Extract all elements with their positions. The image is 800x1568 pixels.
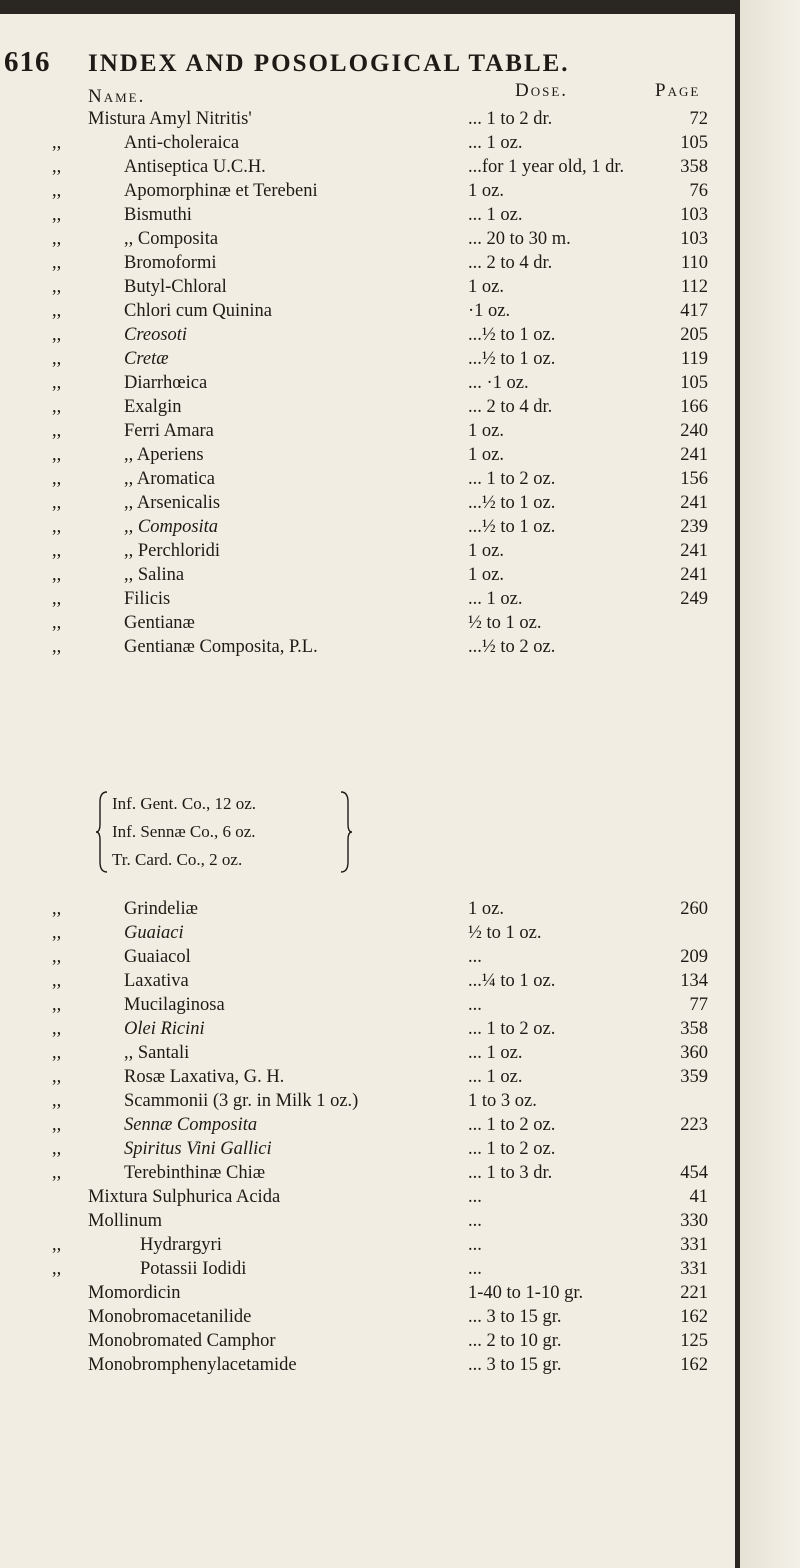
entry-name: ,, Arsenicalis — [124, 493, 221, 513]
entry-page: 360 — [680, 1043, 708, 1063]
column-header-page: Page — [655, 80, 701, 101]
ditto-mark: ,, — [52, 373, 62, 393]
table-row — [0, 154, 740, 180]
ditto-mark: ,, — [52, 947, 62, 967]
table-row — [0, 968, 740, 994]
entry-name: ,, Perchloridi — [124, 541, 221, 561]
entry-page: 76 — [689, 181, 708, 201]
table-row — [0, 1280, 740, 1306]
ditto-mark: ,, — [52, 157, 62, 177]
table-row — [0, 370, 740, 396]
table-row — [0, 538, 740, 564]
entry-name: Monobromated Camphor — [88, 1331, 276, 1351]
entry-dose: ... — [468, 995, 482, 1015]
entry-dose: ... — [468, 1211, 482, 1231]
table-row — [0, 466, 740, 492]
ditto-mark: ,, — [52, 613, 62, 633]
entry-page: 330 — [680, 1211, 708, 1231]
entry-dose: ½ to 1 oz. — [468, 613, 542, 633]
entry-dose: ... 1 oz. — [468, 133, 523, 153]
entry-dose: 1 oz. — [468, 899, 504, 919]
table-row — [0, 1184, 740, 1210]
entry-dose: ... 1 oz. — [468, 1043, 523, 1063]
entry-dose: ... 3 to 15 gr. — [468, 1307, 562, 1327]
entry-dose: 1 to 3 oz. — [468, 1091, 537, 1111]
table-row — [0, 1352, 740, 1378]
ditto-mark: ,, — [52, 133, 62, 153]
ditto-mark: ,, — [52, 493, 62, 513]
entry-page: 454 — [680, 1163, 708, 1183]
entry-dose: ... 1 oz. — [468, 1067, 523, 1087]
entry-page: 134 — [680, 971, 708, 991]
entry-page: 72 — [689, 109, 708, 129]
ditto-mark: ,, — [52, 1067, 62, 1087]
table-row — [0, 1232, 740, 1258]
ditto-mark: ,, — [52, 565, 62, 585]
entry-dose: ...½ to 1 oz. — [468, 349, 556, 369]
entry-dose: 1 oz. — [468, 421, 504, 441]
entry-dose: ...½ to 1 oz. — [468, 517, 556, 537]
table-row — [0, 1328, 740, 1354]
entry-page: 209 — [680, 947, 708, 967]
entry-dose: ... 1 to 3 dr. — [468, 1163, 553, 1183]
table-row — [0, 274, 740, 300]
table-row — [0, 610, 740, 636]
ditto-mark: ,, — [52, 923, 62, 943]
entry-page: 162 — [680, 1307, 708, 1327]
entry-page: 41 — [689, 1187, 708, 1207]
entry-name: Scammonii (3 gr. in Milk 1 oz.) — [124, 1091, 359, 1111]
entry-page: 112 — [680, 277, 708, 297]
entry-dose: ... 2 to 10 gr. — [468, 1331, 562, 1351]
ditto-mark: ,, — [52, 205, 62, 225]
table-row — [0, 346, 740, 372]
entry-name: Mistura Amyl Nitritis' — [88, 109, 252, 129]
ditto-mark: ,, — [52, 1259, 62, 1279]
ditto-mark: ,, — [52, 517, 62, 537]
entry-page: 103 — [680, 205, 708, 225]
table-row — [0, 586, 740, 612]
entry-name: Ferri Amara — [124, 421, 214, 441]
entry-dose: ...½ to 1 oz. — [468, 493, 556, 513]
entry-page: 77 — [689, 995, 708, 1015]
entry-name: Potassii Iodidi — [140, 1259, 247, 1279]
ditto-mark: ,, — [52, 1115, 62, 1135]
ditto-mark: ,, — [52, 995, 62, 1015]
table-row — [0, 490, 740, 516]
entry-dose: 1 oz. — [468, 445, 504, 465]
table-row — [0, 1160, 740, 1186]
table-row — [0, 226, 740, 252]
entry-page: 125 — [680, 1331, 708, 1351]
table-row — [0, 514, 740, 540]
table-row — [0, 442, 740, 468]
entry-dose: ... 1 to 2 oz. — [468, 469, 556, 489]
table-row — [0, 106, 740, 132]
entry-name: Diarrhœica — [124, 373, 208, 393]
entry-page — [640, 1088, 708, 1114]
ditto-mark: ,, — [52, 277, 62, 297]
table-row — [0, 1136, 740, 1162]
entry-name: Apomorphinæ et Terebeni — [124, 181, 318, 201]
entry-name: Grindeliæ — [124, 899, 198, 919]
entry-dose: ...½ to 2 oz. — [468, 637, 556, 657]
entry-page: 103 — [680, 229, 708, 249]
entry-dose: ... — [468, 1187, 482, 1207]
ditto-mark: ,, — [52, 301, 62, 321]
formula-line: Inf. Gent. Co., 12 oz. — [112, 794, 257, 813]
entry-page: 105 — [680, 373, 708, 393]
entry-name: ,, Composita — [124, 517, 219, 537]
entry-dose: 1 oz. — [468, 541, 504, 561]
ditto-mark: ,, — [52, 1163, 62, 1183]
entry-dose: ... 1 oz. — [468, 589, 523, 609]
table-row — [0, 1256, 740, 1282]
ditto-mark: ,, — [52, 589, 62, 609]
entry-dose: 1 oz. — [468, 181, 504, 201]
ditto-mark: ,, — [52, 1235, 62, 1255]
formula-note — [96, 790, 396, 874]
ditto-mark: ,, — [52, 181, 62, 201]
formula-line: Tr. Card. Co., 2 oz. — [112, 850, 243, 869]
entry-dose: ... — [468, 1235, 482, 1255]
ditto-mark: ,, — [52, 397, 62, 417]
entry-name: Gentianæ Composita, P.L. — [124, 637, 318, 657]
ditto-mark: ,, — [52, 1139, 62, 1159]
entry-page: 221 — [680, 1283, 708, 1303]
table-row — [0, 394, 740, 420]
entry-dose: 1 oz. — [468, 277, 504, 297]
entry-name: ,, Aromatica — [124, 469, 215, 489]
table-row — [0, 130, 740, 156]
entry-page: 205 — [680, 325, 708, 345]
entry-name: Rosæ Laxativa, G. H. — [124, 1067, 285, 1087]
entry-page: 105 — [680, 133, 708, 153]
entry-name: Guaiacol — [124, 947, 191, 967]
table-row — [0, 1304, 740, 1330]
table-row — [0, 202, 740, 228]
top-rule — [0, 0, 740, 14]
entry-name: Mixtura Sulphurica Acida — [88, 1187, 281, 1207]
entry-page: 358 — [680, 157, 708, 177]
table-row — [0, 1040, 740, 1066]
table-row — [0, 1016, 740, 1042]
entry-page: 223 — [680, 1115, 708, 1135]
entry-dose: 1-40 to 1-10 gr. — [468, 1283, 584, 1303]
entry-dose: ... 1 to 2 dr. — [468, 109, 553, 129]
ditto-mark: ,, — [52, 899, 62, 919]
table-row — [0, 896, 740, 922]
ditto-mark: ,, — [52, 421, 62, 441]
table-row — [0, 178, 740, 204]
column-header-name: Name. — [88, 86, 146, 107]
table-row — [0, 298, 740, 324]
entry-name: ,, Santali — [124, 1043, 190, 1063]
left-brace-icon — [96, 790, 108, 874]
entry-page: 241 — [680, 565, 708, 585]
entry-dose: ... 1 oz. — [468, 205, 523, 225]
table-row — [0, 418, 740, 444]
entry-page: 240 — [680, 421, 708, 441]
entry-name: Mollinum — [88, 1211, 163, 1231]
entry-name: Creosoti — [124, 325, 188, 345]
entry-page — [640, 920, 708, 946]
table-row — [0, 992, 740, 1018]
entry-page — [640, 1136, 708, 1162]
ditto-mark: ,, — [52, 325, 62, 345]
entry-dose: ...½ to 1 oz. — [468, 325, 556, 345]
right-brace-icon — [340, 790, 352, 874]
entry-name: Monobromacetanilide — [88, 1307, 252, 1327]
table-row — [0, 322, 740, 348]
entry-name: Olei Ricini — [124, 1019, 205, 1039]
table-row — [0, 250, 740, 276]
entry-name: Anti-choleraica — [124, 133, 240, 153]
table-row — [0, 1112, 740, 1138]
entry-page: 239 — [680, 517, 708, 537]
entry-dose: ...for 1 year old, 1 dr. — [468, 157, 625, 177]
entry-page: 358 — [680, 1019, 708, 1039]
facing-page-bleed — [740, 0, 800, 1568]
table-row — [0, 920, 740, 946]
entry-dose: ½ to 1 oz. — [468, 923, 542, 943]
entry-dose: ... 1 to 2 oz. — [468, 1019, 556, 1039]
entry-page: 119 — [680, 349, 708, 369]
entry-dose: ... 1 to 2 oz. — [468, 1139, 556, 1159]
entry-name: Butyl-Chloral — [124, 277, 227, 297]
entry-dose: ... — [468, 947, 482, 967]
entry-dose: ... 20 to 30 m. — [468, 229, 571, 249]
entry-page: 156 — [680, 469, 708, 489]
ditto-mark: ,, — [52, 229, 62, 249]
ditto-mark: ,, — [52, 1091, 62, 1111]
entry-dose: ... ·1 oz. — [468, 373, 529, 393]
entry-name: Filicis — [124, 589, 171, 609]
entry-page: 162 — [680, 1355, 708, 1375]
entry-name: Hydrargyri — [140, 1235, 222, 1255]
entry-name: Bismuthi — [124, 205, 192, 225]
running-head: INDEX AND POSOLOGICAL TABLE. — [88, 50, 570, 77]
entry-dose: ... 1 to 2 oz. — [468, 1115, 556, 1135]
entry-page — [640, 610, 708, 636]
entry-page: 166 — [680, 397, 708, 417]
table-row — [0, 1088, 740, 1114]
page-number: 616 — [4, 46, 51, 78]
ditto-mark: ,, — [52, 637, 62, 657]
table-row — [0, 1208, 740, 1234]
entry-name: Antiseptica U.C.H. — [124, 157, 266, 177]
entry-name: Chlori cum Quinina — [124, 301, 272, 321]
entry-dose: ...¼ to 1 oz. — [468, 971, 556, 991]
entry-page: 241 — [680, 493, 708, 513]
entry-dose: ... 2 to 4 dr. — [468, 253, 553, 273]
entry-name: Laxativa — [124, 971, 189, 991]
entry-name: Monobromphenylacetamide — [88, 1355, 297, 1375]
entry-page: 359 — [680, 1067, 708, 1087]
entry-page: 417 — [680, 301, 708, 321]
entry-name: ,, Aperiens — [124, 445, 204, 465]
entry-name: Terebinthinæ Chiæ — [124, 1163, 266, 1183]
entry-page: 241 — [680, 445, 708, 465]
entry-dose: ·1 oz. — [468, 301, 511, 321]
entry-page: 331 — [680, 1235, 708, 1255]
ditto-mark: ,, — [52, 469, 62, 489]
ditto-mark: ,, — [52, 541, 62, 561]
entry-name: Exalgin — [124, 397, 182, 417]
entry-name: Sennæ Composita — [124, 1115, 258, 1135]
entry-page: 249 — [680, 589, 708, 609]
ditto-mark: ,, — [52, 1019, 62, 1039]
entry-name: Momordicin — [88, 1283, 181, 1303]
ditto-mark: ,, — [52, 445, 62, 465]
entry-name: Bromoformi — [124, 253, 217, 273]
entry-name: Gentianæ — [124, 613, 195, 633]
entry-dose: ... 3 to 15 gr. — [468, 1355, 562, 1375]
column-header-dose: Dose. — [515, 80, 569, 101]
table-row — [0, 562, 740, 588]
entry-page: 110 — [680, 253, 708, 273]
entry-name: Cretæ — [124, 349, 169, 369]
table-row — [0, 1064, 740, 1090]
entry-page: 260 — [680, 899, 708, 919]
entry-name: Guaiaci — [124, 923, 184, 943]
entry-page: 241 — [680, 541, 708, 561]
entry-dose: ... 2 to 4 dr. — [468, 397, 553, 417]
entry-dose: 1 oz. — [468, 565, 504, 585]
ditto-mark: ,, — [52, 253, 62, 273]
ditto-mark: ,, — [52, 971, 62, 991]
entry-name: Mucilaginosa — [124, 995, 225, 1015]
entry-name: Spiritus Vini Gallici — [124, 1139, 272, 1159]
entry-dose: ... — [468, 1259, 482, 1279]
table-row — [0, 944, 740, 970]
table-row — [0, 634, 740, 660]
entry-page: 331 — [680, 1259, 708, 1279]
ditto-mark: ,, — [52, 349, 62, 369]
ditto-mark: ,, — [52, 1043, 62, 1063]
entry-name: ,, Salina — [124, 565, 185, 585]
entry-name: ,, Composita — [124, 229, 219, 249]
entry-page — [640, 634, 708, 660]
formula-line: Inf. Sennæ Co., 6 oz. — [112, 822, 256, 841]
